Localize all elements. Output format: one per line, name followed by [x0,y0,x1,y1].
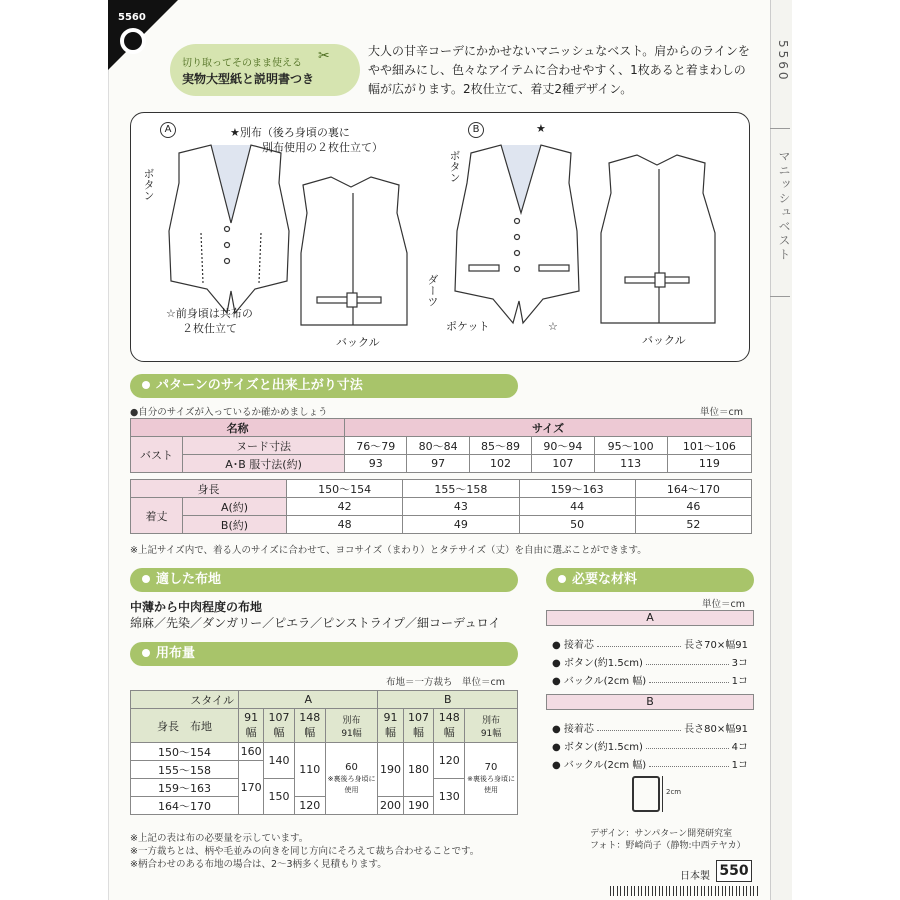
finished-cell: 119 [667,455,751,473]
design-credit: デザイン：サンパターン開発研究室 [590,829,733,839]
finished-cell: 97 [407,455,469,473]
a-length-label: A(約) [183,498,287,516]
materials-unit: 単位＝cm [702,599,745,610]
dart-label: ダーツ [426,274,439,307]
size-section-header [130,374,518,398]
buckle-icon [632,776,660,812]
size-table [130,418,752,473]
a-length-cell: 43 [403,498,519,516]
pattern-code: 5560 [118,12,146,23]
yardage-note: 布地＝一方裁ち 単位＝cm [386,677,505,688]
width-91: 91幅 [378,709,403,743]
yardage-cell: 160 [239,743,264,761]
a-length-cell: 46 [635,498,751,516]
price-box: 550 [716,860,752,882]
a-length-cell: 44 [519,498,635,516]
b-length-cell: 48 [287,516,403,534]
spine-divider [770,296,790,297]
size-section-title: パターンのサイズと出来上がり寸法 [156,378,363,393]
yardage-footnote: ※一方裁ちとは、柄や毛並みの向きを同じ方向にそろえて裁ち合わせることです。 [130,846,480,857]
buckle-dimension-line [662,776,663,812]
yardage-height-label: 身長 [157,719,179,733]
yardage-cell: 150 [264,779,295,815]
size-unit: 単位＝cm [700,407,743,418]
length-label: 着丈 [131,498,183,534]
star-mark: ★ [536,122,546,135]
yardage-cell: 190 [403,797,434,815]
yardage-row-height: 155〜158 [131,761,239,779]
size-note: ●自分のサイズが入っているか確かめましょう [130,407,328,418]
b-length-cell: 52 [635,516,751,534]
nude-cell: 95〜100 [594,437,667,455]
material-row: ● ボタン(約1.5cm) 3コ [552,654,748,669]
brand-logo-icon [120,28,146,54]
yardage-sep-cell: 60 ※裏後ろ身頃に使用 [325,743,378,815]
yardage-cell: 130 [434,779,465,815]
yardage-cell: 120 [434,743,465,779]
width-107: 107幅 [264,709,295,743]
yardage-footnote: ※柄合わせのある布地の場合は、2〜3柄多く見積もります。 [130,859,387,870]
height-fabric-header [131,709,239,743]
a-length-cell: 42 [287,498,403,516]
yardage-sep-cell: 70 ※裏後ろ身頃に使用 [465,743,518,815]
material-row: ● バックル(2cm 幅) 1コ [552,756,748,771]
nude-cell: 101〜106 [667,437,751,455]
style-a-marker: A [160,122,176,138]
yardage-section-title: 用布量 [156,646,196,661]
width-148: 148幅 [434,709,465,743]
buckle-label-a: バックル [336,336,380,349]
yardage-cell: 110 [294,743,325,797]
height-cell: 150〜154 [287,480,403,498]
yardage-cell: 190 [378,743,403,797]
finished-label: A･B 服寸法(約) [183,455,345,473]
badge-subtitle: 切り取ってそのまま使える [182,58,302,69]
barcode [610,886,760,896]
yardage-cell: 140 [264,743,295,779]
yardage-footnote: ※上記の表は布の必要量を示しています。 [130,833,309,844]
material-row: ● 接着芯 長さ80×幅91 [552,720,748,735]
star-note-line1: ★別布（後ろ身頃の裏に [230,126,350,139]
button-label-a: ボタン [142,168,155,201]
front-note-line1: ☆前身頃は共布の [166,307,253,320]
materials-section-header [546,568,754,592]
star-note-line2: 別布使用の２枚仕立て） [262,141,383,154]
photo-credit: フォト：野崎尚子（静物:中西テヤカ） [590,841,746,851]
vest-b-front [455,145,579,323]
material-row: ● ボタン(約1.5cm) 4コ [552,738,748,753]
separate-fabric-header: 別布 91幅 [325,709,378,743]
yardage-fabric-label: 布地 [190,719,212,733]
fabric-list: 綿麻／先染／ダンガリー／ピエラ／ピンストライプ／細コーデュロイ [130,616,501,630]
vest-b-back [601,155,715,323]
height-cell: 164〜170 [635,480,751,498]
style-b-marker: B [468,122,484,138]
fabric-section-title: 適した布地 [156,572,222,587]
length-table [130,479,752,534]
material-row: ● バックル(2cm 幅) 1コ [552,672,748,687]
style-label: スタイル [131,691,239,709]
bust-label: バスト [131,437,183,473]
buckle-dimension: 2cm [666,788,682,796]
nude-cell: 90〜94 [532,437,594,455]
open-star-mark: ☆ [548,320,558,333]
separate-fabric-header: 別布 91幅 [465,709,518,743]
nude-label: ヌード寸法 [183,437,345,455]
style-a: A [239,691,378,709]
size-header-size: サイズ [345,419,752,437]
yardage-table [130,690,518,815]
b-length-cell: 50 [519,516,635,534]
width-91: 91幅 [239,709,264,743]
nude-cell: 80〜84 [407,437,469,455]
height-cell: 159〜163 [519,480,635,498]
yardage-cell: 170 [239,761,264,815]
nude-cell: 85〜89 [469,437,531,455]
yardage-cell: 120 [294,797,325,815]
width-148: 148幅 [294,709,325,743]
yardage-row-height: 150〜154 [131,743,239,761]
fabric-section-header [130,568,518,592]
yardage-row-height: 164〜170 [131,797,239,815]
spine-number: 5560 [776,40,790,83]
buckle-label-b: バックル [642,334,686,347]
nude-cell: 76〜79 [345,437,407,455]
finished-cell: 107 [532,455,594,473]
width-107: 107幅 [403,709,434,743]
size-footnote: ※上記サイズ内で、着る人のサイズに合わせて、ヨコサイズ（まわり）とタテサイズ（丈）を自由に選ぶことができます。 [130,545,647,556]
size-header-name: 名称 [131,419,345,437]
yardage-cell: 180 [403,743,434,797]
yardage-cell: 200 [378,797,403,815]
height-label: 身長 [131,480,287,498]
finished-cell: 113 [594,455,667,473]
front-note-line2: ２枚仕立て [182,322,237,335]
spine-title: マニッシュベスト [777,150,791,262]
yardage-section-header [130,642,518,666]
spine-strip [770,0,792,900]
spine-divider [770,128,790,129]
fabric-heading: 中薄から中肉程度の布地 [130,600,263,614]
b-length-cell: 49 [403,516,519,534]
material-row: ● 接着芯 長さ70×幅91 [552,636,748,651]
style-b: B [378,691,518,709]
finished-cell: 93 [345,455,407,473]
made-in-label: 日本製 [680,871,710,882]
materials-b-header: B [546,694,754,710]
b-length-label: B(約) [183,516,287,534]
vest-a-front [169,145,289,313]
yardage-row-height: 159〜163 [131,779,239,797]
badge-title: 実物大型紙と説明書つき [182,72,315,86]
button-label-b: ボタン [448,150,461,183]
finished-cell: 102 [469,455,531,473]
intro-text: 大人の甘辛コーデにかかせないマニッシュなベスト。肩からのラインをやや細みにし、色々なアイテムに合わせやすく、1枚あると着まわしの幅が広がります。2枚仕立て、着丈2種デザイン。 [368,44,750,96]
materials-section-title: 必要な材料 [572,572,638,587]
scissors-icon: ✂ [318,48,330,64]
materials-a-header: A [546,610,754,626]
vest-a-back [301,177,407,325]
height-cell: 155〜158 [403,480,519,498]
pocket-label: ポケット [446,320,490,333]
